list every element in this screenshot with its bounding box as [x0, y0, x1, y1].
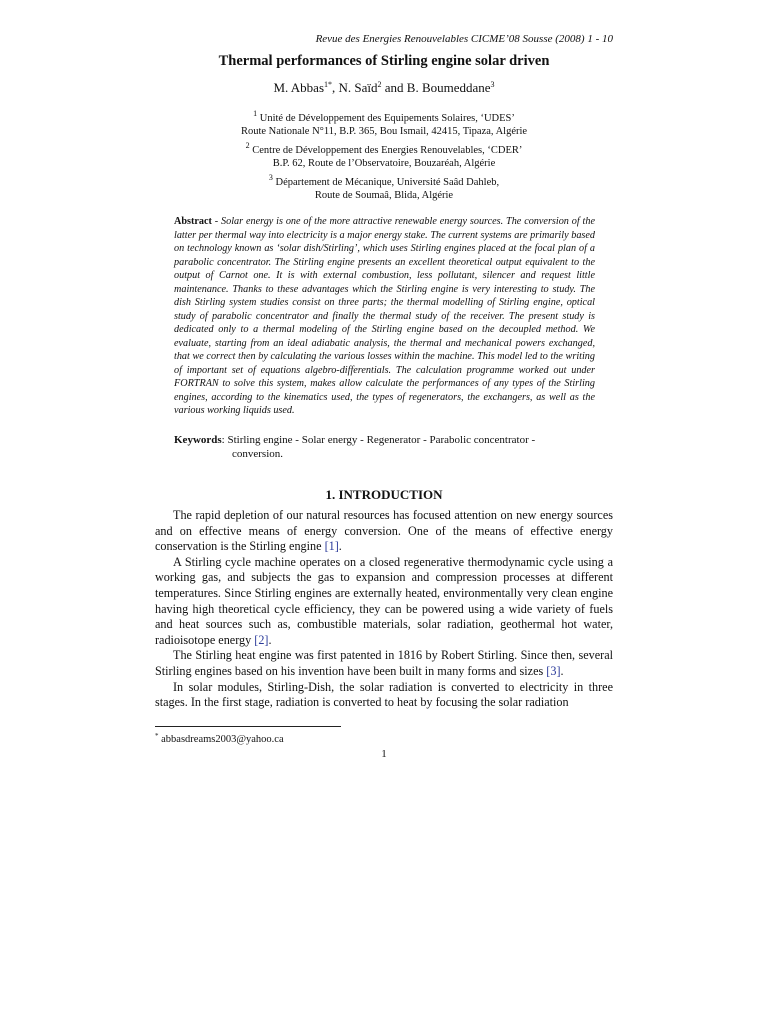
paragraph-text: . — [268, 632, 272, 647]
abstract — [174, 215, 595, 418]
keywords — [174, 434, 595, 461]
citation-link[interactable]: [3] — [546, 663, 561, 678]
section-heading: 1. INTRODUCTION — [325, 487, 443, 502]
affiliation-address: B.P. 62, Route de l’Observatoire, Bouzaréah, Algérie — [272, 158, 496, 170]
paragraph — [155, 508, 613, 555]
affiliation-line — [0, 107, 768, 125]
author-separator: and — [381, 80, 407, 95]
keywords-label: Keywords — [174, 434, 222, 446]
author-name: M. Abbas — [273, 80, 324, 95]
author-name: B. Boumeddane — [406, 80, 491, 95]
keywords-colon: : — [221, 434, 228, 446]
affiliation-line — [0, 139, 768, 157]
keywords-line: Stirling engine - Solar energy - Regenerator - Parabolic concentrator - — [227, 434, 536, 446]
author-list — [0, 80, 768, 96]
author-affiliation-mark: 3 — [490, 80, 495, 89]
author-name: N. Saïd — [338, 80, 378, 95]
footnote-email[interactable]: abbasdreams2003@yahoo.ca — [161, 734, 284, 745]
paragraph-text: . — [338, 539, 342, 554]
citation-link[interactable]: [2] — [254, 632, 269, 647]
affiliation-block — [0, 107, 768, 202]
section-body — [155, 508, 613, 711]
footnote — [155, 732, 284, 745]
author-separator: , — [332, 80, 339, 95]
affiliation-text: Unité de Développement des Equipements Solaires, ‘UDES’ — [259, 113, 515, 124]
keywords-line: conversion. — [232, 447, 284, 460]
affiliation-text: Département de Mécanique, Université Saâd Dahleb, — [275, 176, 500, 188]
abstract-text: Solar energy is one of the more attractive renewable energy sources. The conversion of the latter per thermal way into electricity is a major energy stake. The current systems are primarily based on technology known as ‘solar dish/Stirling’, which uses Stirling engines placed at the focal plan of a parabolic concentrator. The Stirling engine presents an excellent theoretical output equivalent to the output of Carnot one. It is with external combustion, less pollutant, silencer and request little maintenance. Thanks to these advantages which the Stirling engine is very interesting to study. The dish Stirling system studies consist on three parts; the thermal modelling of Stirling engine, optical study of parabolic concentrator and finally the thermal study of the receiver. The present study is dedicated only to a thermal modeling of the Stirling engine based on the decoupled method. We evaluate, starting from an ideal adiabatic analysis, the thermal and mechanical powers exchanged, that we correct then by calculating the various losses within the machine. This model led to the writing of important set of equations algebro-differentials. The calculation programme worked out under FORTRAN to solve this system, makes allow calculate the performances of any types of the Stirling engines, according to the kinematics used, the types of regenerators, the exchangers, as well as the various working liquids used. — [174, 216, 595, 416]
abstract-dash: - — [211, 216, 222, 227]
affiliation-number: 3 — [268, 172, 273, 182]
paragraph — [155, 648, 613, 679]
affiliation-address: Route de Soumaâ, Blida, Algérie — [314, 190, 454, 202]
paragraph-text: In solar modules, Stirling-Dish, the solar radiation is converted to electricity in three stages. In the first stage, radiation is converted to heat by focusing the solar radiation — [155, 679, 613, 710]
paper-title: Thermal performances of Stirling engine solar driven — [218, 53, 550, 69]
affiliation-line — [0, 171, 768, 189]
author-affiliation-mark: 2 — [377, 80, 382, 89]
page-number: 1 — [381, 748, 387, 760]
footnote-divider — [155, 726, 341, 727]
affiliation-address: Route Nationale N°11, B.P. 365, Bou Ismail, 42415, Tipaza, Algérie — [240, 126, 528, 138]
paragraph-text: . — [560, 663, 564, 678]
paragraph — [155, 680, 613, 711]
paragraph-text: The rapid depletion of our natural resources has focused attention on new energy sources and on effective means of energy conversion. One of the means of effective energy conservation is the Stirling engine — [155, 508, 613, 554]
paragraph — [155, 555, 613, 649]
footnote-mark: * — [155, 732, 159, 740]
author-affiliation-mark: 1* — [324, 80, 332, 89]
affiliation-number: 2 — [245, 140, 250, 150]
affiliation-number: 1 — [253, 109, 258, 118]
abstract-label: Abstract — [174, 216, 212, 227]
affiliation-text: Centre de Développement des Energies Renouvelables, ‘CDER’ — [252, 144, 523, 156]
running-header: Revue des Energies Renouvelables CICME’08 Sousse (2008) 1 - 10 — [315, 33, 613, 45]
paragraph-text: The Stirling heat engine was first patented in 1816 by Robert Stirling. Since then, several Stirling engines based on his invention have been built in many forms and sizes — [155, 648, 613, 678]
citation-link[interactable]: [1] — [324, 539, 339, 554]
paragraph-text: A Stirling cycle machine operates on a closed regenerative thermodynamic cycle using a working gas, and subjects the gas to expansion and compression processes at different temperatures. Since Stirling engines are externally heated, environmentally very clean engine having high theoretical cycle efficiency, they can be powered using a wide variety of fuels and heat sources such as, combustible materials, solar radiation, geothermal hot water, radioisotope energy — [155, 554, 613, 647]
